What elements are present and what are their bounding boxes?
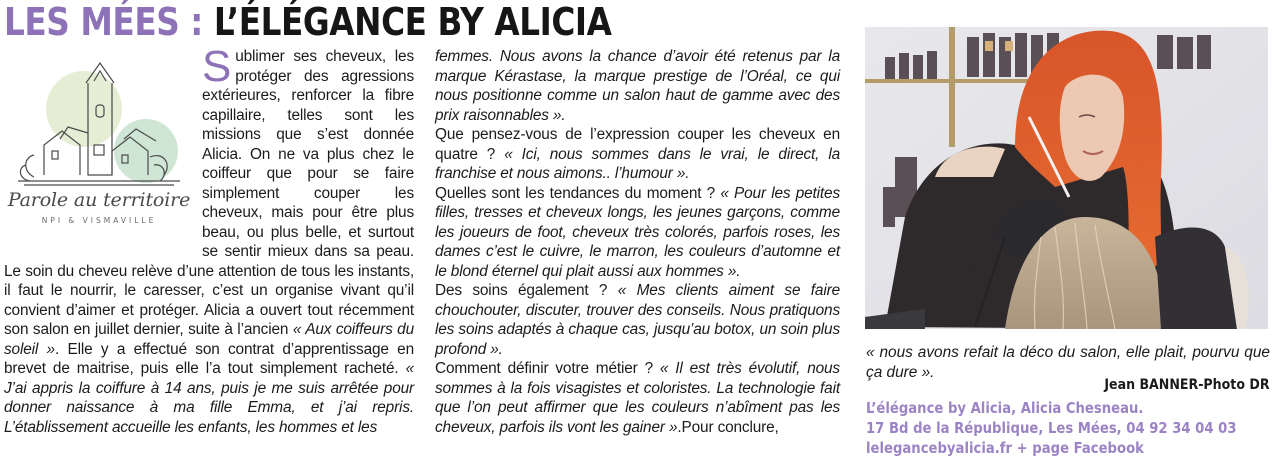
answer-1: « Ici, nous sommes dans le vrai, le direct, la franchise et nous aimons.. l’humour ». bbox=[435, 145, 840, 182]
hairdresser-photo bbox=[865, 27, 1268, 329]
salon-address-phone: 17 Bd de la République, Les Mées, 04 92 34 04 03 bbox=[866, 419, 1237, 437]
photo-illustration-icon bbox=[865, 27, 1268, 329]
photo-credit: Jean BANNER-Photo DR bbox=[1104, 377, 1270, 393]
paragraph-q1 bbox=[435, 125, 840, 184]
question-1: Que pensez-vous de l’expression couper les cheveux en quatre ? bbox=[435, 126, 840, 163]
question-3: Des soins également ? bbox=[435, 282, 618, 299]
answer-3: « Mes clients aiment se faire chouchouter, discuter, trouver des conseils. Nous pratiquons les soins adaptés à chaque cas, jusqu’au botox, un soin plus profond ». bbox=[435, 282, 840, 358]
answer-4: « Il est très évolutif, nous sommes à la fois visagistes et coloristes. La technologie fait que l’on peut affirmer que les couleurs n’abîment pas les cheveux, parfois ils vont les gainer » bbox=[435, 360, 840, 436]
paragraph-q4 bbox=[435, 359, 840, 437]
svg-text:Parole au territoire: Parole au territoire bbox=[7, 189, 191, 211]
salon-website: lelegancebyalicia.fr + page Facebook bbox=[866, 439, 1144, 457]
paragraph-q2 bbox=[435, 184, 840, 282]
village-church-illustration-icon bbox=[4, 47, 194, 243]
salon-info bbox=[866, 398, 1236, 458]
closing-text: .Pour conclure, bbox=[677, 418, 779, 436]
answer-2: « Pour les petites filles, tresses et cheveux longs, les jeunes garçons, comme les joueurs de foot, cheveux très colorés, parfois roses, les dames c’est le cuivre, le marron, les couleurs d’automne et le blond éternel qui plait aussi aux hommes ». bbox=[435, 184, 840, 280]
headline-place: LES MÉES : bbox=[4, 0, 203, 44]
quote-continued: femmes. Nous avons la chance d’avoir été retenus par la marque Kérastase, la marque prestige de l’Oréal, ce qui nous positionne comme un salon haut de gamme avec des prix raisonnables ». bbox=[435, 48, 840, 124]
drop-cap: S bbox=[202, 42, 232, 91]
intro-text: ublimer ses cheveux, les protéger des agressions extérieures, renforcer la fibre capillaire, telles sont les missions que s’est donnée Alicia. On ne va plus chez le coiffeur que pour se faire simplement couper les cheveux, mais pour être plus beau, ou plus belle, et surtout se sentir mieux dans sa peau. Le soin du cheveu relève d’une attention de tous les instants, il faut le nourrir, le caresser, c’est un organise vivant qu’il convient d’aimer et protéger. Alicia a ouvert tout récemment son salon en juillet dernier, suite à l’ancien bbox=[4, 48, 414, 338]
question-4: Comment définir votre métier ? bbox=[435, 360, 660, 377]
intro-text-continued: . Elle y a effectué son contrat d’apprentissage en brevet de maitrise, puis elle l’a tout simplement racheté. bbox=[4, 340, 414, 377]
salon-name: L’élégance by Alicia, Alicia Chesneau. bbox=[866, 399, 1144, 417]
question-2: Quelles sont les tendances du moment ? bbox=[435, 184, 721, 202]
photo-caption: « nous avons refait la déco du salon, elle plait, pourvu que ça dure ». bbox=[866, 344, 1270, 381]
headline-subject: L’ÉLÉGANCE BY ALICIA bbox=[213, 0, 612, 44]
paragraph-q3 bbox=[435, 281, 840, 359]
alicia-quote-start: « J’ai appris la coiffure à 14 ans, puis je me suis arrêtée pour donner naissance à ma fille Emma, et j’ai repris. L’établissement accueille les enfants, les hommes et les bbox=[4, 360, 414, 436]
svg-text:NPI & VISMAVILLE: NPI & VISMAVILLE bbox=[41, 216, 157, 225]
article-column-2 bbox=[435, 47, 840, 437]
parole-au-territoire-logo bbox=[4, 47, 194, 243]
headline bbox=[4, 0, 611, 44]
article-column-1 bbox=[4, 42, 414, 437]
paragraph-quote-continued bbox=[435, 47, 840, 125]
salon-name-quote: « Aux coiffeurs du soleil » bbox=[4, 321, 414, 358]
